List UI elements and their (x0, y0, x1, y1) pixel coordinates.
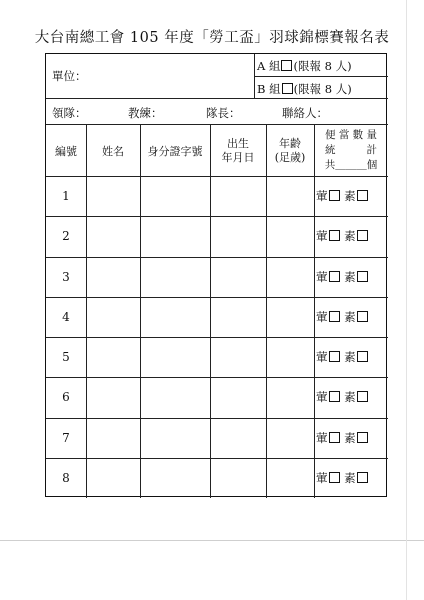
row-number: 1 (62, 189, 70, 203)
meat-label: 葷 (316, 350, 328, 364)
meat-checkbox[interactable] (329, 271, 340, 282)
meat-label: 葷 (316, 189, 328, 203)
row-line (46, 377, 388, 378)
birth-line-1: 出生 (227, 137, 249, 150)
row-number: 2 (62, 229, 70, 244)
meat-checkbox[interactable] (329, 190, 340, 201)
meal-line-3: 共＿＿＿個 (324, 159, 378, 171)
meat-label: 葷 (316, 269, 328, 284)
veg-checkbox[interactable] (357, 472, 368, 483)
group-a-checkbox[interactable] (281, 60, 292, 71)
meat-checkbox[interactable] (329, 472, 340, 483)
col-name-header: 姓名 (102, 145, 124, 158)
veg-label: 素 (344, 269, 356, 284)
row-number: 5 (62, 350, 70, 364)
header-bottom-line (46, 176, 388, 177)
group-a-option[interactable] (257, 58, 352, 74)
group-split (254, 76, 388, 77)
veg-label: 素 (344, 189, 356, 203)
section-line-2 (46, 124, 388, 125)
veg-label: 素 (344, 309, 356, 324)
group-b-option[interactable] (257, 81, 352, 97)
row-line (46, 297, 388, 298)
meat-label: 葷 (316, 309, 328, 324)
meal-choice (314, 389, 388, 405)
col-age-header (266, 137, 314, 165)
coach-label: 教練： (128, 106, 163, 120)
meat-label: 葷 (316, 390, 328, 405)
meal-choice (314, 349, 388, 365)
col-meal-header (314, 128, 388, 173)
col-line-3 (210, 124, 211, 498)
row-number: 4 (62, 309, 70, 324)
group-a-limit: (限報 8 人) (293, 59, 352, 73)
col-line-1 (86, 124, 87, 498)
registration-form-table (45, 53, 387, 497)
age-line-2: (足歲) (274, 151, 306, 164)
meat-label: 葷 (316, 430, 328, 445)
veg-label: 素 (344, 390, 356, 405)
captain-label: 隊長： (206, 106, 241, 120)
row-number: 8 (62, 470, 70, 485)
age-line-1: 年齡 (279, 137, 301, 150)
meat-label: 葷 (316, 229, 328, 244)
row-line (46, 458, 388, 459)
row-line (46, 257, 388, 258)
col-number-header: 編號 (55, 145, 77, 158)
col-birth-header (210, 137, 266, 165)
meat-checkbox[interactable] (329, 311, 340, 322)
meat-label: 葷 (316, 470, 328, 485)
meat-checkbox[interactable] (329, 351, 340, 362)
unit-label: 單位： (52, 69, 87, 83)
meal-choice (314, 309, 388, 325)
col-line-2 (140, 124, 141, 498)
veg-checkbox[interactable] (357, 432, 368, 443)
veg-label: 素 (344, 430, 356, 445)
veg-checkbox[interactable] (357, 271, 368, 282)
meal-line-1: 便 當 數 量 (324, 129, 377, 141)
veg-label: 素 (344, 229, 356, 244)
meat-checkbox[interactable] (329, 432, 340, 443)
meal-choice (314, 470, 388, 486)
meat-checkbox[interactable] (329, 391, 340, 402)
row-number: 3 (62, 269, 70, 284)
veg-checkbox[interactable] (357, 351, 368, 362)
meal-choice (314, 228, 388, 244)
group-b-label: B 組 (257, 82, 281, 96)
leader-label: 領隊： (52, 106, 87, 120)
veg-label: 素 (344, 470, 356, 485)
contact-label: 聯絡人： (282, 106, 328, 120)
birth-line-2: 年月日 (221, 151, 255, 164)
meal-choice (314, 430, 388, 446)
group-b-checkbox[interactable] (282, 83, 293, 94)
row-number: 6 (62, 390, 70, 405)
meal-choice (314, 269, 388, 285)
col-id-header: 身分證字號 (147, 145, 203, 158)
row-line (46, 216, 388, 217)
veg-checkbox[interactable] (357, 230, 368, 241)
col-line-4 (266, 124, 267, 498)
scan-edge-line-vertical (406, 0, 407, 600)
veg-checkbox[interactable] (357, 190, 368, 201)
meal-line-2: 統 計 (324, 144, 377, 156)
section-line-1 (46, 98, 388, 99)
row-line (46, 337, 388, 338)
veg-checkbox[interactable] (357, 391, 368, 402)
veg-label: 素 (344, 350, 356, 364)
meat-checkbox[interactable] (329, 230, 340, 241)
group-a-label: A 組 (257, 59, 281, 73)
row-number: 7 (62, 430, 70, 445)
form-title: 大台南總工會 105 年度「勞工盃」羽球錦標賽報名表 (34, 30, 390, 46)
meal-choice (314, 188, 388, 204)
group-b-limit: (限報 8 人) (293, 82, 352, 96)
scan-edge-line (0, 540, 424, 541)
row-line (46, 418, 388, 419)
veg-checkbox[interactable] (357, 311, 368, 322)
